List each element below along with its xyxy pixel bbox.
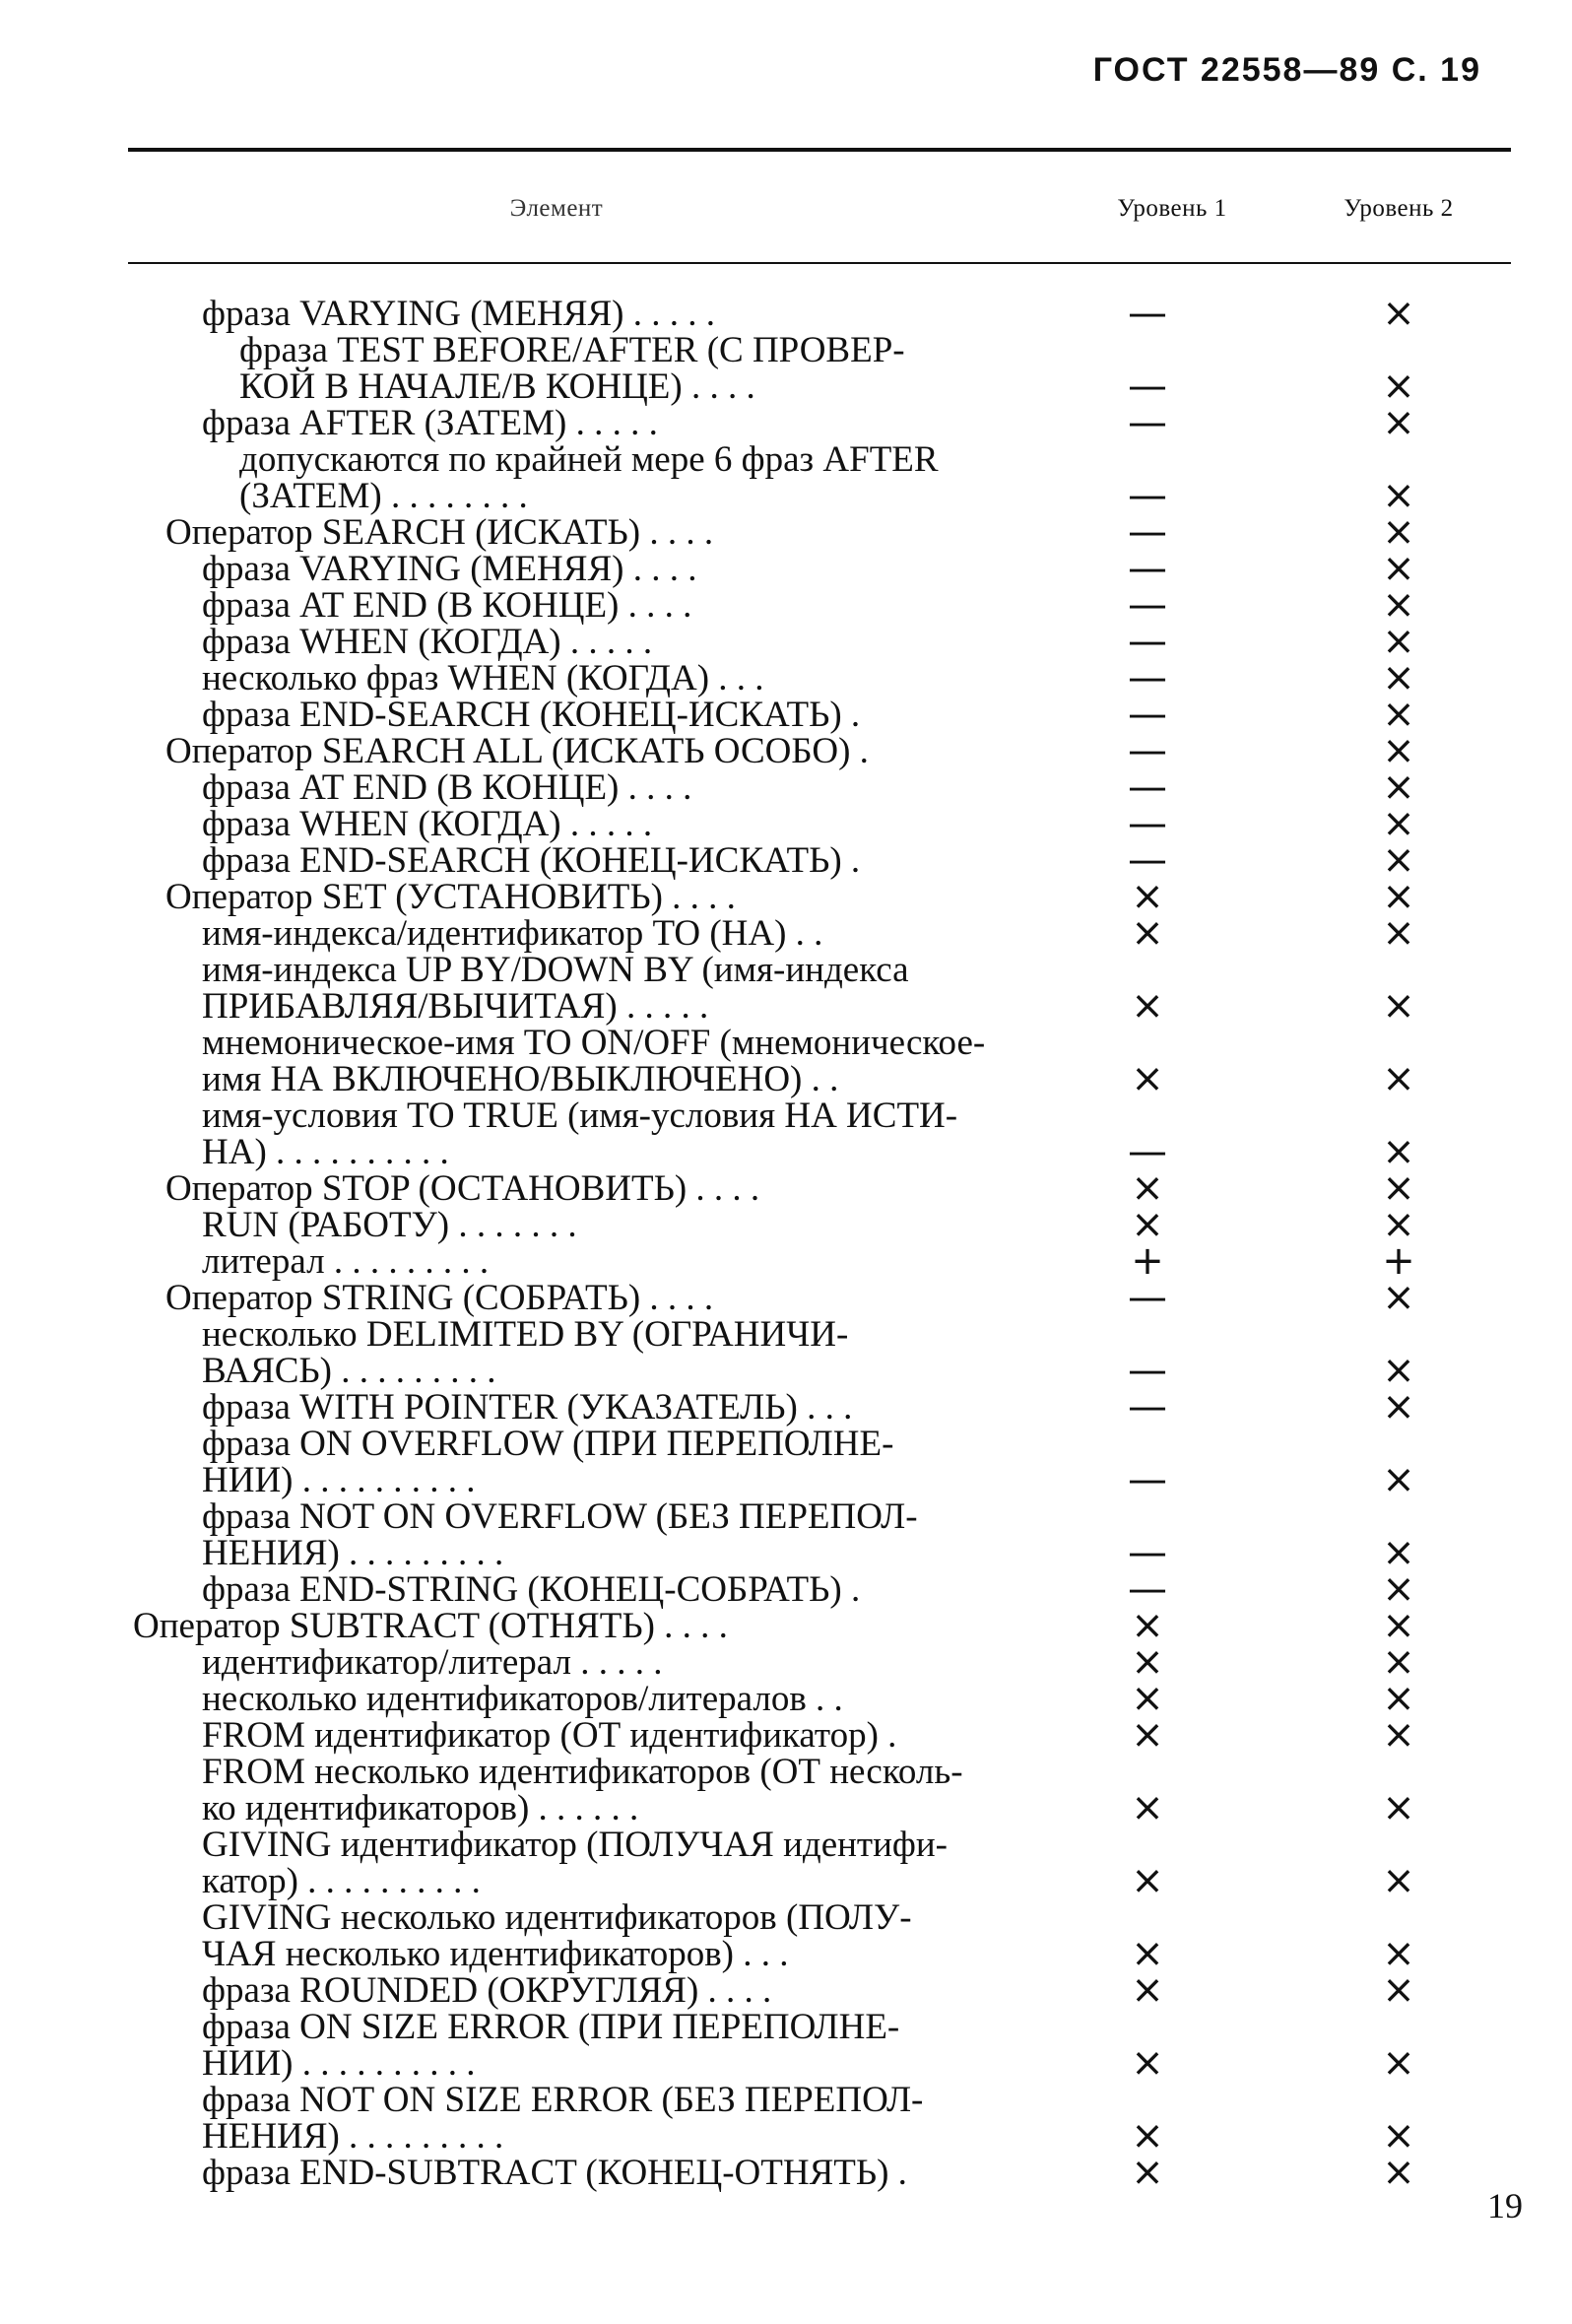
element-text-line: ЧАЯ несколько идентификаторов) . . . xyxy=(202,1934,789,1974)
element-text-line: имя НА ВКЛЮЧЕНО/ВЫКЛЮЧЕНО) . . xyxy=(202,1059,839,1099)
level1-mark: — xyxy=(1128,619,1167,664)
level2-mark: × xyxy=(1382,1457,1415,1502)
element-text-line: фраза AT END (В КОНЦЕ) . . . . xyxy=(202,767,692,808)
element-text-line: Оператор SET (УСТАНОВИТЬ) . . . . xyxy=(165,877,736,917)
level2-mark: × xyxy=(1382,1603,1415,1648)
element-text-line: идентификатор/литерал . . . . . xyxy=(202,1642,663,1683)
level1-mark: — xyxy=(1128,1530,1167,1575)
level1-mark: — xyxy=(1128,1129,1167,1174)
element-text-line: несколько DELIMITED BY (ОГРАНИЧИ- xyxy=(202,1314,849,1355)
element-text-line: КОЙ В НАЧАЛЕ/В КОНЦЕ) . . . . xyxy=(239,366,755,407)
element-text-line: НА) . . . . . . . . . . xyxy=(202,1132,449,1172)
level1-mark: × xyxy=(1131,983,1164,1029)
level1-mark: × xyxy=(1131,1785,1164,1830)
level2-mark: × xyxy=(1382,1275,1415,1320)
element-text-line: Оператор STOP (ОСТАНОВИТЬ) . . . . xyxy=(165,1168,760,1209)
element-text-line: Оператор SEARCH ALL (ИСКАТЬ ОСОБО) . xyxy=(165,731,869,771)
level2-mark: × xyxy=(1382,1931,1415,1976)
level1-mark: × xyxy=(1131,1858,1164,1903)
level1-mark: — xyxy=(1128,291,1167,336)
element-text-line: допускаются по крайней мере 6 фраз AFTER xyxy=(239,439,939,480)
level2-mark: × xyxy=(1382,1712,1415,1758)
level2-mark: × xyxy=(1382,1858,1415,1903)
level1-mark: × xyxy=(1131,1676,1164,1721)
level1-mark: — xyxy=(1128,764,1167,810)
element-text-line: FROM несколько идентификаторов (ОТ несколь- xyxy=(202,1752,963,1792)
column-header-level2: Уровень 2 xyxy=(1343,195,1454,222)
element-text-line: (ЗАТЕМ) . . . . . . . . xyxy=(239,476,528,516)
element-text-line: Оператор SUBTRACT (ОТНЯТЬ) . . . . xyxy=(133,1606,728,1646)
level1-mark: × xyxy=(1131,1967,1164,2013)
level2-mark: × xyxy=(1382,582,1415,628)
level1-mark: × xyxy=(1131,910,1164,956)
level1-mark: — xyxy=(1128,473,1167,518)
element-text-line: имя-индекса UP BY/DOWN BY (имя-индекса xyxy=(202,950,909,990)
page-header: ГОСТ 22558—89 С. 19 xyxy=(1092,51,1481,89)
element-text-line: ПРИБАВЛЯЯ/ВЫЧИТАЯ) . . . . . xyxy=(202,986,709,1027)
element-text-line: фраза ON OVERFLOW (ПРИ ПЕРЕПОЛНЕ- xyxy=(202,1424,894,1464)
level2-mark: × xyxy=(1382,1639,1415,1685)
element-text-line: несколько идентификаторов/литералов . . xyxy=(202,1679,843,1719)
level2-mark: × xyxy=(1382,1165,1415,1211)
element-text-line: GIVING идентификатор (ПОЛУЧАЯ идентифи- xyxy=(202,1825,949,1865)
level2-mark: × xyxy=(1382,764,1415,810)
element-text-line: мнемоническое-имя TO ON/OFF (мнемоническое- xyxy=(202,1023,986,1063)
level1-mark: × xyxy=(1131,1712,1164,1758)
column-header-level1: Уровень 1 xyxy=(1117,195,1227,222)
element-text-line: фраза WHEN (КОГДА) . . . . . xyxy=(202,622,653,662)
level2-mark: × xyxy=(1382,910,1415,956)
level1-mark: × xyxy=(1131,1639,1164,1685)
level2-mark: × xyxy=(1382,1348,1415,1393)
level2-mark: × xyxy=(1382,874,1415,919)
level2-mark: × xyxy=(1382,364,1415,409)
level1-mark: — xyxy=(1128,655,1167,700)
element-text-line: катор) . . . . . . . . . . xyxy=(202,1861,481,1901)
level2-mark: × xyxy=(1382,546,1415,591)
level1-mark: × xyxy=(1131,2040,1164,2086)
level2-mark: × xyxy=(1382,1056,1415,1101)
level1-mark: — xyxy=(1128,1275,1167,1320)
level2-mark: × xyxy=(1382,400,1415,445)
element-text-line: Оператор SEARCH (ИСКАТЬ) . . . . xyxy=(165,512,714,553)
element-text-line: ко идентификаторов) . . . . . . xyxy=(202,1788,639,1828)
element-text-line: НИИ) . . . . . . . . . . xyxy=(202,1460,476,1500)
element-text-line: фраза WHEN (КОГДА) . . . . . xyxy=(202,804,653,844)
level2-mark: × xyxy=(1382,1202,1415,1247)
element-text-line: фраза ROUNDED (ОКРУГЛЯЯ) . . . . xyxy=(202,1970,772,2011)
level2-mark: × xyxy=(1382,1967,1415,2013)
level2-mark: × xyxy=(1382,837,1415,883)
level1-mark: — xyxy=(1128,1566,1167,1612)
level1-mark: × xyxy=(1131,1056,1164,1101)
element-text-line: FROM идентификатор (ОТ идентификатор) . xyxy=(202,1715,897,1756)
level2-mark: × xyxy=(1382,1785,1415,1830)
level1-mark: — xyxy=(1128,1457,1167,1502)
level2-mark: × xyxy=(1382,2113,1415,2158)
element-text-line: GIVING несколько идентификаторов (ПОЛУ- xyxy=(202,1897,912,1938)
level1-mark: × xyxy=(1131,1202,1164,1247)
level1-mark: — xyxy=(1128,801,1167,846)
level2-mark: + xyxy=(1382,1238,1415,1284)
level2-mark: × xyxy=(1382,801,1415,846)
level1-mark: × xyxy=(1131,2150,1164,2195)
level2-mark: × xyxy=(1382,509,1415,555)
element-text-line: фраза WITH POINTER (УКАЗАТЕЛЬ) . . . xyxy=(202,1387,853,1428)
level1-mark: × xyxy=(1131,1603,1164,1648)
level2-mark: × xyxy=(1382,291,1415,336)
level2-mark: × xyxy=(1382,1384,1415,1429)
level1-mark: — xyxy=(1128,546,1167,591)
element-text-line: ВАЯСЬ) . . . . . . . . . xyxy=(202,1351,496,1391)
level1-mark: × xyxy=(1131,2113,1164,2158)
element-text-line: фраза END-SUBTRACT (КОНЕЦ-ОТНЯТЬ) . xyxy=(202,2153,907,2193)
column-header-element: Элемент xyxy=(509,195,604,222)
level2-mark: × xyxy=(1382,2040,1415,2086)
level1-mark: × xyxy=(1131,874,1164,919)
level1-mark: — xyxy=(1128,692,1167,737)
element-text-line: фраза END-SEARCH (КОНЕЦ-ИСКАТЬ) . xyxy=(202,695,861,735)
element-text-line: фраза VARYING (МЕНЯЯ) . . . . xyxy=(202,549,697,589)
level2-mark: × xyxy=(1382,473,1415,518)
level1-mark: + xyxy=(1131,1238,1164,1284)
level1-mark: — xyxy=(1128,728,1167,773)
element-text-line: НЕНИЯ) . . . . . . . . . xyxy=(202,1533,504,1573)
level1-mark: — xyxy=(1128,1348,1167,1393)
level2-mark: × xyxy=(1382,2150,1415,2195)
level2-mark: × xyxy=(1382,1129,1415,1174)
level1-mark: × xyxy=(1131,1165,1164,1211)
level2-mark: × xyxy=(1382,619,1415,664)
element-text-line: фраза END-STRING (КОНЕЦ-СОБРАТЬ) . xyxy=(202,1569,861,1610)
level1-mark: — xyxy=(1128,1384,1167,1429)
element-text-line: НЕНИЯ) . . . . . . . . . xyxy=(202,2116,504,2157)
level2-mark: × xyxy=(1382,1566,1415,1612)
element-text-line: имя-условия TO TRUE (имя-условия НА ИСТИ- xyxy=(202,1096,958,1136)
element-text-line: литерал . . . . . . . . . xyxy=(202,1241,490,1282)
level2-mark: × xyxy=(1382,692,1415,737)
level2-mark: × xyxy=(1382,1530,1415,1575)
element-text-line: Оператор STRING (СОБРАТЬ) . . . . xyxy=(165,1278,714,1318)
level1-mark: × xyxy=(1131,1931,1164,1976)
level1-mark: — xyxy=(1128,837,1167,883)
element-text-line: имя-индекса/идентификатор TO (НА) . . xyxy=(202,913,823,954)
page-number: 19 xyxy=(1487,2186,1523,2225)
element-text-line: несколько фраз WHEN (КОГДА) . . . xyxy=(202,658,764,698)
level2-mark: × xyxy=(1382,655,1415,700)
element-text-line: фраза ON SIZE ERROR (ПРИ ПЕРЕПОЛНЕ- xyxy=(202,2007,900,2047)
level2-mark: × xyxy=(1382,728,1415,773)
element-text-line: НИИ) . . . . . . . . . . xyxy=(202,2043,476,2084)
element-text-line: RUN (РАБОТУ) . . . . . . . xyxy=(202,1205,577,1245)
element-text-line: фраза AFTER (ЗАТЕМ) . . . . . xyxy=(202,403,658,443)
element-text-line: фраза TEST BEFORE/AFTER (С ПРОВЕР- xyxy=(239,330,905,370)
element-text-line: фраза NOT ON SIZE ERROR (БЕЗ ПЕРЕПОЛ- xyxy=(202,2080,924,2120)
element-text-line: фраза VARYING (МЕНЯЯ) . . . . . xyxy=(202,294,715,334)
level2-mark: × xyxy=(1382,983,1415,1029)
level1-mark: — xyxy=(1128,400,1167,445)
level1-mark: — xyxy=(1128,582,1167,628)
element-text-line: фраза NOT ON OVERFLOW (БЕЗ ПЕРЕПОЛ- xyxy=(202,1496,918,1537)
element-text-line: фраза AT END (В КОНЦЕ) . . . . xyxy=(202,585,692,626)
level1-mark: — xyxy=(1128,509,1167,555)
element-text-line: фраза END-SEARCH (КОНЕЦ-ИСКАТЬ) . xyxy=(202,840,861,881)
level2-mark: × xyxy=(1382,1676,1415,1721)
level1-mark: — xyxy=(1128,364,1167,409)
